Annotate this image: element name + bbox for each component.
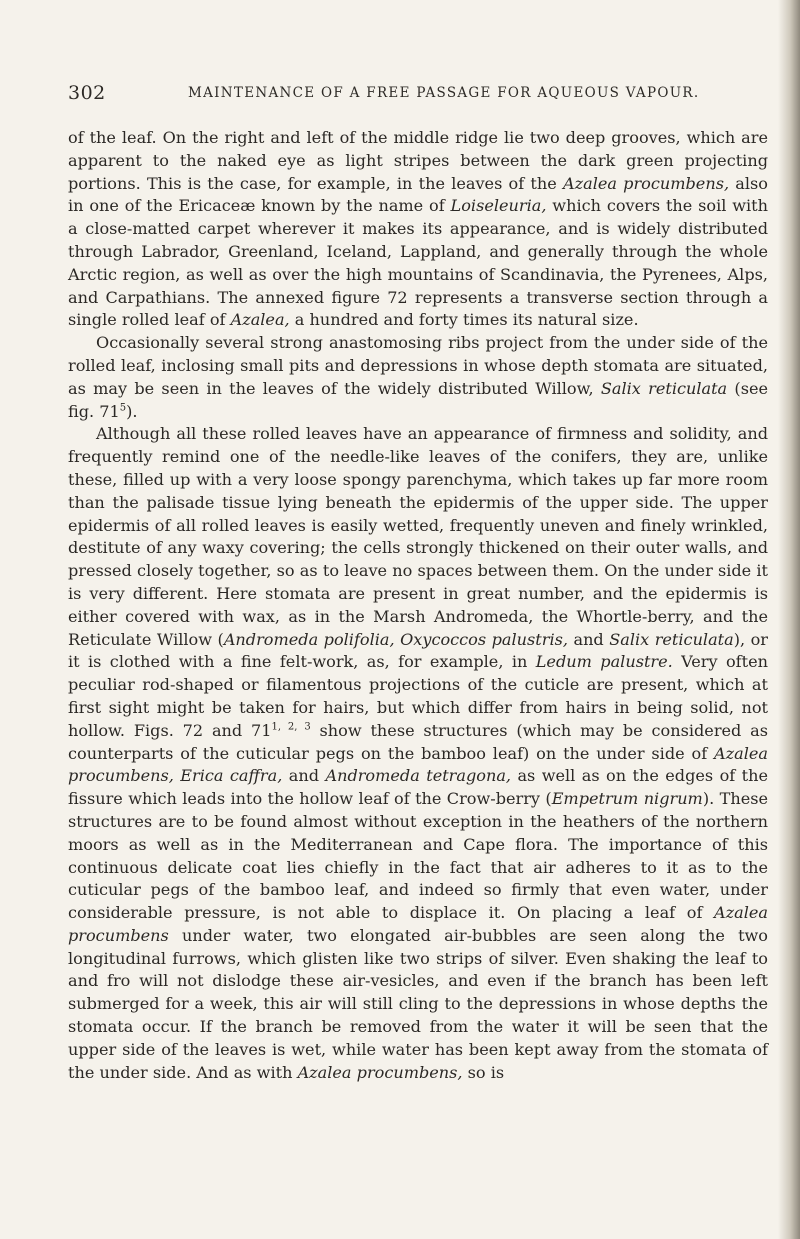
- page-number: 302: [68, 82, 106, 104]
- species-name: Azalea procumbens: [68, 903, 768, 945]
- species-name: Loiseleuria,: [450, 196, 547, 216]
- paragraph-2: [68, 332, 768, 423]
- text-run: (see fig. 71: [68, 378, 769, 421]
- text-run: Very often peculiar rod-shaped or filamentous projections of the cuticle are present, which at first sight might be taken for hairs, but which differ from hairs in being solid, not hollow. Figs. 72 and 71: [68, 652, 768, 740]
- species-name: Ledum palustre.: [535, 652, 673, 672]
- figure-superscript: 1, 2, 3: [271, 721, 311, 733]
- species-name: Azalea procumbens,: [563, 173, 730, 193]
- species-name: Azalea procumbens, Erica caffra,: [68, 743, 768, 786]
- text-run: ).: [126, 401, 138, 421]
- text-run: of the leaf. On the right and left of the middle ridge lie two deep grooves, which are apparent to the naked eye as light stripes between the dark green projecting portions. This is the case, for example, in the leaves of the: [68, 128, 768, 193]
- running-head: MAINTENANCE OF A FREE PASSAGE FOR AQUEOUS VAPOUR.: [188, 85, 700, 101]
- paragraph-3: [68, 423, 768, 1084]
- text-run: which covers the soil with a close-matted carpet wherever it makes its appearance, and is widely distributed through Labrador, Greenland, Iceland, Lappland, and generally through the whole Arctic region, as well as over the high mountains of Scandinavia, the Pyrenees, Alps, and Carpathians. The annexed figure 72 represents a transverse section through a single rolled leaf of: [68, 196, 768, 330]
- text-run: and: [567, 629, 610, 649]
- text-run: so is: [462, 1062, 505, 1082]
- text-run: also in one of the Ericaceæ known by the name of: [68, 173, 768, 216]
- text-run: and: [282, 766, 326, 786]
- paragraph-1: [68, 127, 768, 332]
- species-name: Andromeda tetragona,: [325, 766, 512, 786]
- species-name: Andromeda polifolia, Oxycoccos palustris,: [223, 629, 568, 649]
- species-name: Empetrum nigrum: [551, 789, 703, 809]
- page-header: [68, 82, 768, 106]
- figure-superscript: 5: [119, 402, 127, 414]
- text-run: as well as on the edges of the fissure which leads into the hollow leaf of the Crow-berry (: [68, 766, 769, 809]
- page-edge-shadow: [778, 0, 800, 1239]
- text-run: ). These structures are to be found almost without exception in the heathers of the northern moors as well as in the Mediterranean and Cape flora. The importance of this continuous delicate coat lies chiefly in the fact that air adheres to it as to the cuticular pegs of the bamboo leaf, and indeed so firmly that even water, under considerable pressure, is not able to displace it. On placing a leaf of: [68, 789, 769, 923]
- text-run: Occasionally several strong anastomosing ribs project from the under side of the rolled leaf, inclosing small pits and depressions in whose depth stomata are situated, as may be seen in the leaves of the widely distributed Willow,: [68, 333, 768, 398]
- species-name: Salix reticulata: [609, 629, 734, 649]
- text-run: ), or it is clothed with a fine felt-work, as, for example, in: [68, 629, 769, 672]
- text-run: a hundred and forty times its natural size.: [289, 310, 639, 330]
- text-run: under water, two elongated air-bubbles are seen along the two longitudinal furrows, which glisten like two strips of silver. Even shaking the leaf to and fro will not dislodge these air-vesicles, and even if the branch has been left submerged for a week, this air will still cling to the depressions in whose depths the stomata occur. If the branch be removed from the water it will be seen that the upper side of the leaves is wet, while water has been kept away from the stomata of the under side. And as with: [68, 925, 768, 1082]
- species-name: Salix reticulata: [600, 378, 728, 398]
- species-name: Azalea,: [230, 310, 290, 330]
- species-name: Azalea procumbens,: [297, 1062, 463, 1082]
- body-text: [68, 127, 768, 1084]
- text-run: show these structures (which may be considered as counterparts of the cuticular pegs on the bamboo leaf) on the under side of: [68, 720, 769, 763]
- text-run: Although all these rolled leaves have an appearance of firmness and solidity, and frequently remind one of the needle-like leaves of the conifers, they are, unlike these, filled up with a very loose spongy parenchyma, which takes up far more room than the palisade tissue lying beneath the epidermis of the upper side. The upper epidermis of all rolled leaves is easily wetted, frequently uneven and finely wrinkled, destitute of any waxy covering; the cells strongly thickened on their outer walls, and pressed closely together, so as to leave no spaces between them. On the under side it is very different. Here stomata are present in great number, and the epidermis is either covered with wax, as in the Marsh Andromeda, the Whortle-berry, and the Reticulate Willow (: [68, 424, 768, 649]
